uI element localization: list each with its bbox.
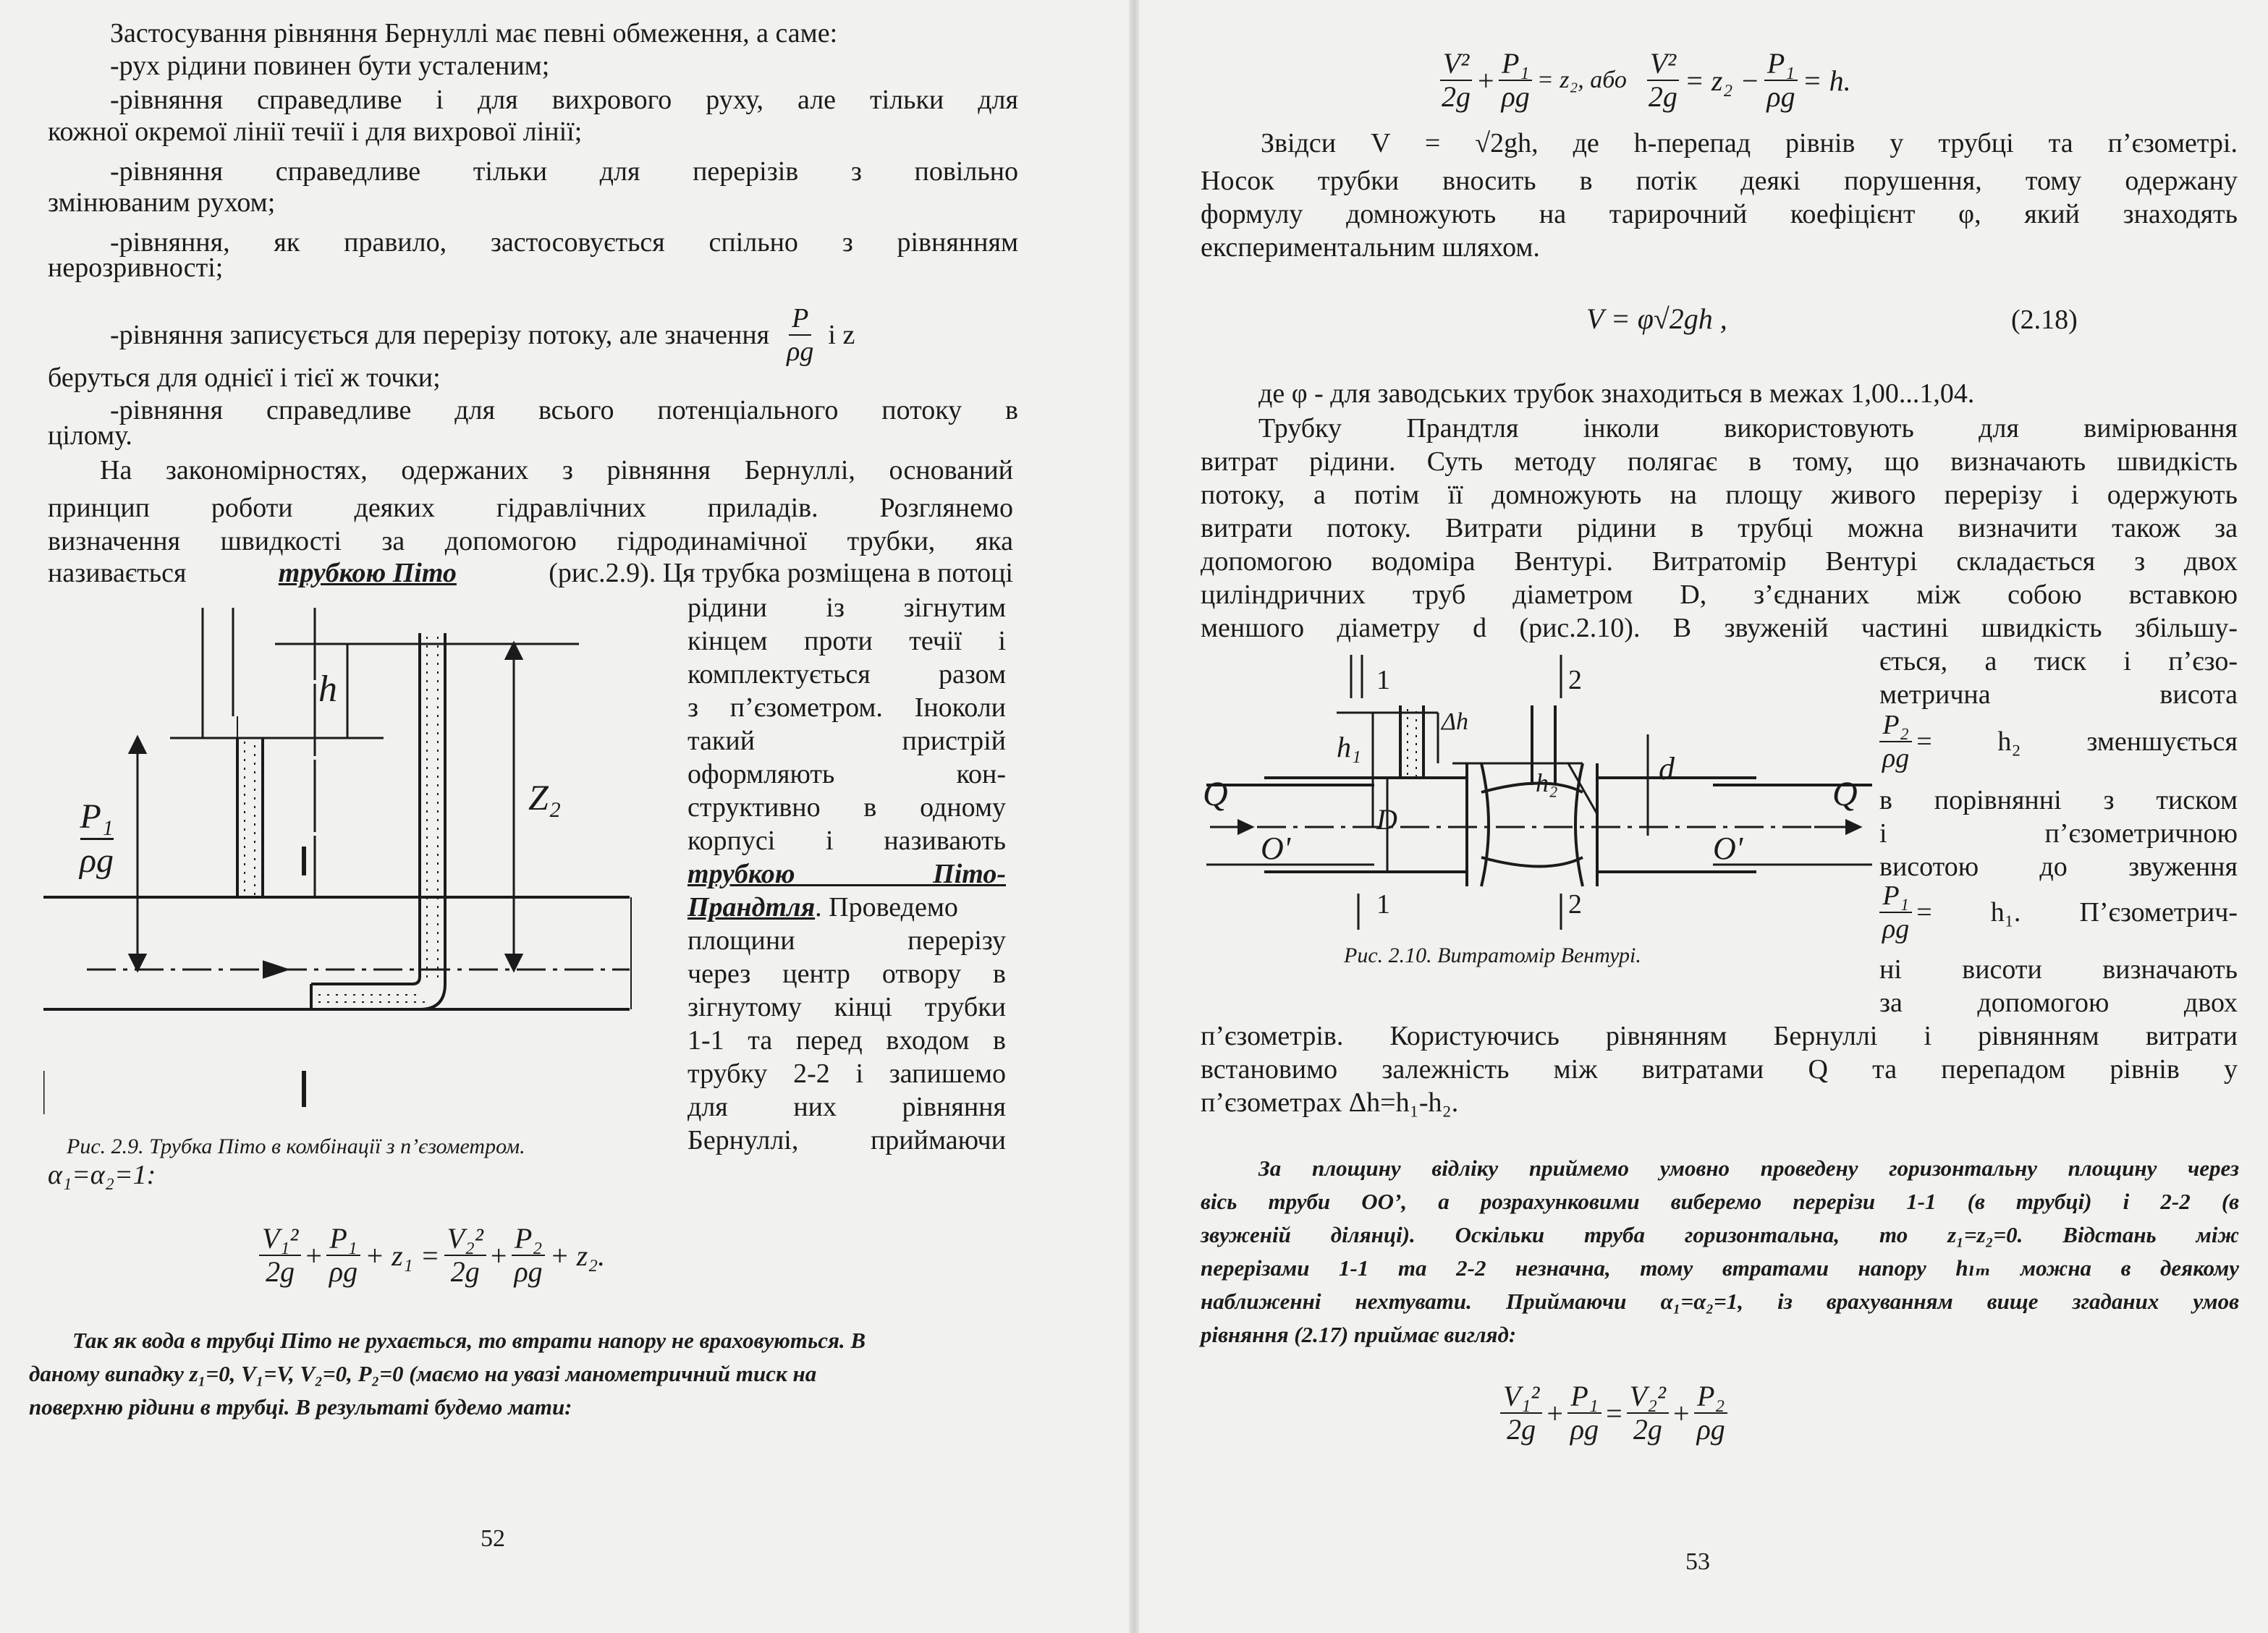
label-diameter-d-big: D: [1376, 803, 1397, 836]
text-line: Застосування рівняння Бернуллі має певні обмеження, а саме:: [110, 18, 838, 48]
fraction: [259, 1223, 301, 1288]
text-line: [687, 891, 958, 924]
text-line: встановимо залежність між витратами Q та перепадом рівнів у: [1201, 1054, 2238, 1085]
page-number: 52: [481, 1525, 505, 1552]
fraction-denominator: 2g: [266, 1255, 295, 1288]
text-line: витрат рідини. Суть методу полягає в тому, що визначають швидкість: [1201, 446, 2238, 477]
fraction-denominator: 2g: [450, 1255, 480, 1288]
text-line: ється, а тиск і п’єзо-: [1879, 646, 2238, 676]
label-section-1-bottom: 1: [1376, 889, 1390, 920]
fraction-numerator: V²: [1440, 48, 1472, 81]
text-line: цілому.: [48, 420, 132, 451]
fraction: [1694, 1380, 1728, 1446]
fraction: [1646, 48, 1680, 113]
text-line: експериментальним шляхом.: [1201, 232, 1540, 263]
text-line: нерозривності;: [48, 253, 224, 283]
text-line: комплектується разом: [687, 659, 1006, 690]
operator: = h.: [1802, 64, 1851, 97]
operator: + z₂.: [549, 1239, 606, 1272]
right-page: [1134, 0, 2268, 1633]
fraction-numerator: V₁²: [259, 1223, 301, 1256]
label-diameter-d-small: d: [1659, 751, 1675, 786]
fraction-numerator: P₁: [80, 796, 114, 840]
fraction-denominator: ρg: [80, 841, 114, 880]
text-span: і z: [828, 319, 855, 350]
text-line: [48, 557, 1013, 590]
term-prandtl: Прандтля: [687, 892, 816, 922]
text-line: визначення швидкості за допомогою гідродинамічної трубки, яка: [48, 526, 1013, 556]
fraction-numerator: P₁: [1879, 880, 1911, 913]
note-line: звуженій ділянці). Оскільки труба горизонтальна, то z₁=z₂=0. Відстань між: [1201, 1222, 2239, 1247]
text-line: висотою до звуження: [1879, 852, 2238, 882]
label-q-in: Q: [1203, 775, 1228, 813]
operator: + z₁ =: [365, 1239, 440, 1272]
equation-bernoulli-venturi: [1496, 1380, 1732, 1446]
note-line: За площину відліку приймемо умовно проведену горизонтальну площину через: [1258, 1155, 2239, 1181]
text-span: -рівняння записується для перерізу потоку, але значення: [110, 319, 770, 350]
fraction-numerator: P₂: [1694, 1380, 1727, 1414]
text-line: -рух рідини повинен бути усталеним;: [110, 51, 550, 81]
figure-pitot-tube: [43, 608, 651, 1114]
text-span: (рис.2.9). Ця трубка розміщена в потоці: [549, 558, 1013, 588]
text-line: формулу домножують на тарирочний коефіцієнт φ, який знаходять: [1201, 199, 2238, 229]
equation-pitot: [1434, 48, 1851, 113]
text-line: витрати потоку. Витрати рідини в трубці можна визначити також за: [1201, 513, 2238, 543]
label-h1: h₁: [1337, 731, 1361, 763]
label-o-left: O': [1261, 831, 1291, 866]
operator: +: [490, 1239, 507, 1272]
text-span: називається: [48, 558, 187, 588]
fraction: [1439, 48, 1473, 113]
fraction: [1764, 48, 1798, 113]
text-line: рідини із зігнутим: [687, 593, 1006, 623]
text-line: оформляють кон-: [687, 759, 1006, 789]
text-line: через центр отвору в: [687, 959, 1006, 989]
text-line: принцип роботи деяких гідравлічних приладів. Розглянемо: [48, 493, 1013, 523]
equation-number: (2.18): [2011, 305, 2078, 335]
text-line: беруться для однієї і тієї ж точки;: [48, 362, 441, 393]
text-line: трубку 2-2 і запишемо: [687, 1059, 1006, 1089]
text-line: в порівнянні з тиском: [1879, 785, 2238, 815]
text-line: 1-1 та перед входом в: [687, 1025, 1006, 1056]
text-line: На закономірностях, одержаних з рівняння Бернуллі, оснований: [100, 455, 1013, 485]
label-p1-rhog: [80, 796, 114, 882]
fraction: [511, 1223, 545, 1288]
fraction-numerator: P: [789, 302, 811, 336]
fraction-denominator: 2g: [1633, 1413, 1662, 1446]
text-line: потоку, а потім її домножують на площу живого перерізу і одержують: [1201, 480, 2238, 510]
text-line: Бернуллі, приймаючи: [687, 1125, 1006, 1155]
fraction: [1500, 1380, 1542, 1446]
text-line: з п’єзометром. Іноколи: [687, 692, 1006, 723]
text-line: допомогою водоміра Вентурі. Витратомір Вентурі складається з двох: [1201, 546, 2238, 577]
fraction-denominator: 2g: [1442, 80, 1471, 113]
note-line: поверхню рідини в трубці. В результаті будемо мати:: [29, 1394, 572, 1420]
label-z2: Z₂: [528, 777, 562, 818]
text-span: = h₂ зменшується: [1916, 726, 2238, 757]
term-pitot-prandtl: трубкою Піто-: [687, 859, 1006, 889]
text-line: де φ - для заводських трубок знаходиться в межах 1,00...1,04.: [1258, 378, 1975, 409]
label-section-2-top: 2: [1568, 665, 1582, 695]
text-line: Звідси V = √2gh, де h-перепад рівнів у трубці та п’єзометрі.: [1261, 128, 2238, 158]
text-line: α₁=α₂=1:: [48, 1160, 156, 1190]
note-line: вісь труби OO’, а розрахунковими виберемо перерізи 1-1 (в трубці) і 2-2 (в: [1201, 1189, 2239, 1214]
text-line: за допомогою двох: [1879, 988, 2238, 1018]
operator: +: [1478, 64, 1494, 97]
text-line: змінюваним рухом;: [48, 187, 276, 218]
label-section-1-top: 1: [1376, 665, 1390, 695]
note-line: рівняння (2.17) приймає вигляд:: [1201, 1322, 1517, 1347]
operator: +: [1546, 1396, 1563, 1430]
fraction-numerator: P₁: [1764, 48, 1798, 81]
text-line: -рівняння, як правило, застосовується спільно з рівнянням: [110, 227, 1018, 258]
fraction: [326, 1223, 360, 1288]
operator: =: [1606, 1396, 1622, 1430]
note-line: наближенні нехтувати. Приймаючи α₁=α₂=1, із врахуванням вище згаданих умов: [1201, 1289, 2239, 1314]
operator: +: [305, 1239, 322, 1272]
text-line: п’єзометрів. Користуючись рівнянням Бернуллі і рівнянням витрати: [1201, 1021, 2238, 1051]
text-line: зігнутому кінці трубки: [687, 992, 1006, 1022]
text-line: кінцем проти течії і: [687, 626, 1006, 656]
text-line: -рівняння справедливе для всього потенціального потоку в: [110, 395, 1018, 425]
figure-caption: Рис. 2.9. Трубка Піто в комбінації з п’єзометром.: [67, 1134, 525, 1158]
text-line: площини перерізу: [687, 925, 1006, 956]
text-line: ні висоти визначають: [1879, 954, 2238, 985]
fraction-denominator: ρg: [1882, 743, 1910, 773]
text-line-fraction: [1879, 880, 2238, 945]
fraction-numerator: V₂²: [1627, 1380, 1669, 1414]
fraction-denominator: ρg: [329, 1255, 358, 1288]
text-line-fraction: [110, 302, 855, 368]
label-section-2-bottom: 2: [1568, 889, 1582, 920]
fraction: [1499, 48, 1533, 113]
text-line: структивно в одному: [687, 792, 1006, 823]
text-line: Трубку Прандтля інколи використовують для вимірювання: [1258, 413, 2238, 444]
fraction-denominator: ρg: [1766, 80, 1795, 113]
fraction-numerator: V₁²: [1500, 1380, 1542, 1414]
fraction: [1627, 1380, 1669, 1446]
fraction: [1879, 709, 1912, 774]
fraction-denominator: ρg: [514, 1255, 543, 1288]
page-number: 53: [1685, 1548, 1710, 1575]
label-delta-h: Δh: [1442, 708, 1468, 735]
equation-2-18: V = φ√2gh ,: [1586, 302, 1727, 335]
fraction-numerator: V₂²: [444, 1223, 486, 1256]
note-line: даному випадку z₁=0, V₁=V, V₂=0, P₂=0 (маємо на увазі манометричний тиск на: [29, 1361, 817, 1386]
fraction-denominator: ρg: [787, 336, 814, 367]
text-line: Носок трубки вносить в потік деякі порушення, тому одержану: [1201, 166, 2238, 196]
label-q-out: Q: [1832, 775, 1858, 813]
fraction-denominator: ρg: [1696, 1413, 1725, 1446]
text-line: -рівняння справедливе і для вихрового руху, але тільки для: [110, 85, 1018, 115]
text-line: такий пристрій: [687, 726, 1006, 756]
label-h: h: [318, 669, 337, 710]
text-line: корпусі і називають: [687, 826, 1006, 856]
equation-bernoulli-1: [255, 1223, 605, 1288]
note-line: перерізами 1-1 та 2-2 незначна, тому втратами напору hₗₘ можна в деякому: [1201, 1255, 2239, 1281]
text-line: меншого діаметру d (рис.2.10). В звуженій частині швидкість збільшу-: [1201, 613, 2238, 643]
text-line: циліндричних труб діаметром D, з’єднаних між собою вставкою: [1201, 580, 2238, 610]
fraction-denominator: ρg: [1501, 80, 1530, 113]
text-line: кожної окремої лінії течії і для вихрової лінії;: [48, 116, 583, 147]
fraction-numerator: P₂: [512, 1223, 545, 1256]
fraction-denominator: ρg: [1882, 914, 1910, 944]
fraction-numerator: P₁: [1567, 1380, 1601, 1414]
fraction: [1879, 880, 1912, 945]
fraction-numerator: P₂: [1879, 709, 1911, 742]
text-line: п’єзометрах Δh=h₁-h₂.: [1201, 1087, 1459, 1118]
operator: = z₂, або: [1536, 67, 1627, 93]
fraction-numerator: V²: [1647, 48, 1679, 81]
fraction-denominator: 2g: [1648, 80, 1677, 113]
label-o-right: O': [1713, 831, 1743, 866]
fraction-numerator: P₁: [326, 1223, 360, 1256]
fraction-numerator: P₁: [1499, 48, 1532, 81]
text-span: . Проведемо: [815, 892, 958, 922]
fraction-denominator: 2g: [1507, 1413, 1536, 1446]
fraction-denominator: ρg: [1570, 1413, 1599, 1446]
fraction: [784, 302, 816, 368]
operator: = z₂ −: [1684, 64, 1760, 97]
text-line: -рівняння справедливе тільки для перерізів з повільно: [110, 156, 1018, 187]
figure-caption: Рис. 2.10. Витратомір Вентурі.: [1344, 943, 1641, 967]
text-line-fraction: [1879, 709, 2238, 774]
text-line: метрична висота: [1879, 679, 2238, 710]
term-pitot: трубкою Піто: [278, 558, 457, 588]
fraction: [444, 1223, 486, 1288]
note-line: Так як вода в трубці Піто не рухається, то втрати напору не враховуються. В: [72, 1328, 866, 1353]
text-span: = h₁. П’єзометрич-: [1916, 896, 2238, 928]
text-line: для них рівняння: [687, 1092, 1006, 1122]
text-line: і п’єзометричною: [1879, 818, 2238, 849]
operator: +: [1673, 1396, 1690, 1430]
label-h2: h₂: [1536, 768, 1558, 797]
fraction: [1567, 1380, 1601, 1446]
